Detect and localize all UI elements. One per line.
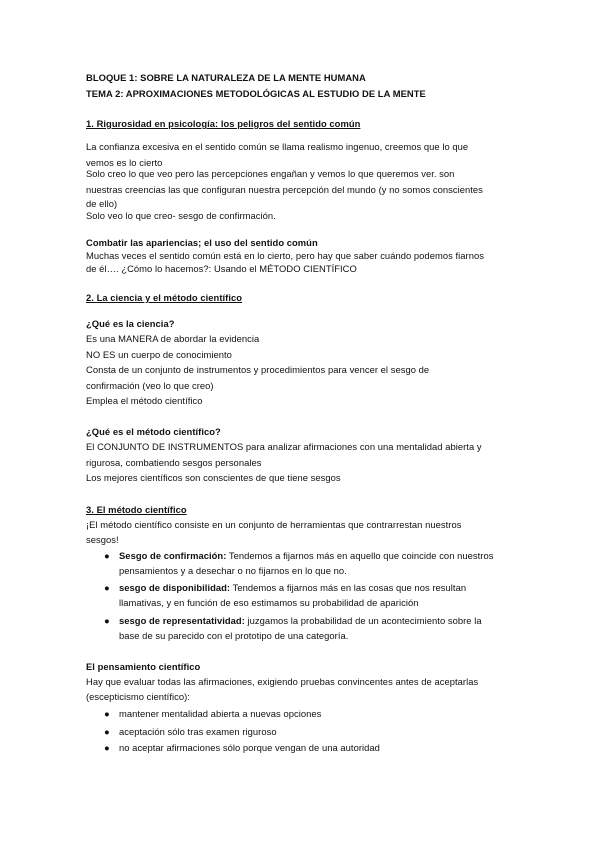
- doc-topic-title: TEMA 2: APROXIMACIONES METODOLÓGICAS AL ESTUDIO DE LA MENTE: [86, 88, 426, 99]
- bias-term: Sesgo de confirmación:: [119, 550, 227, 561]
- section-2-heading: 2. La ciencia y el método científico: [86, 292, 243, 303]
- paragraph-line: Es una MANERA de abordar la evidencia: [86, 333, 260, 344]
- bullet-icon: ●: [104, 742, 110, 753]
- paragraph-line: confirmación (veo lo que creo): [86, 380, 214, 391]
- bullet-icon: ●: [104, 550, 110, 561]
- bias-text: Tendemos a fijarnos más en aquello que coincide con nuestros: [226, 550, 494, 561]
- bias-bullet-item: [119, 580, 466, 596]
- paragraph-line: (escepticismo científico):: [86, 691, 190, 702]
- paragraph-line: nuestras creencias las que configuran nuestra percepción del mundo (y no somos conscientes: [86, 184, 483, 195]
- paragraph-line: NO ES un cuerpo de conocimiento: [86, 349, 232, 360]
- paragraph-line: vemos es lo cierto: [86, 157, 163, 168]
- bias-text-continued: base de su parecido con el prototipo de una categoría.: [119, 630, 349, 641]
- bias-bullet-item: [119, 548, 493, 564]
- paragraph-line: de ello): [86, 198, 118, 209]
- section-1-subheading: Combatir las apariencias; el uso del sentido común: [86, 237, 318, 248]
- bias-text-continued: llamativas, y en función de eso estimamos su probabilidad de aparición: [119, 597, 419, 608]
- paragraph-line: La confianza excesiva en el sentido común se llama realismo ingenuo, creemos que lo que: [86, 141, 469, 152]
- paragraph-line: El CONJUNTO DE INSTRUMENTOS para analizar afirmaciones con una mentalidad abierta y: [86, 441, 482, 452]
- list-item: aceptación sólo tras examen riguroso: [119, 726, 277, 737]
- bias-text: juzgamos la probabilidad de un acontecimiento sobre la: [244, 615, 482, 626]
- doc-block-title: BLOQUE 1: SOBRE LA NATURALEZA DE LA MENTE HUMANA: [86, 72, 366, 83]
- section-3-subheading: El pensamiento científico: [86, 661, 201, 672]
- paragraph-line: de él…. ¿Cómo lo hacemos?: Usando el MÉTODO CIENTÍFICO: [86, 263, 357, 274]
- question-heading: ¿Qué es la ciencia?: [86, 318, 175, 329]
- bullet-icon: ●: [104, 726, 110, 737]
- bias-text-continued: pensamientos y a desechar o no fijarnos en lo que no.: [119, 565, 347, 576]
- paragraph-line: Solo veo lo que creo- sesgo de confirmación.: [86, 210, 276, 221]
- bullet-icon: ●: [104, 708, 110, 719]
- bias-text: Tendemos a fijarnos más en las cosas que nos resultan: [230, 582, 467, 593]
- section-3-heading: 3. El método científico: [86, 504, 187, 515]
- bullet-icon: ●: [104, 582, 110, 593]
- list-item: mantener mentalidad abierta a nuevas opciones: [119, 708, 322, 719]
- bias-bullet-item: [119, 613, 482, 629]
- bias-term: sesgo de representatividad:: [119, 615, 245, 626]
- bullet-icon: ●: [104, 615, 110, 626]
- section-1-heading: 1. Rigurosidad en psicología: los peligros del sentido común: [86, 118, 361, 129]
- paragraph-line: ¡El método científico consiste en un conjunto de herramientas que contrarrestan nuestros: [86, 519, 462, 530]
- paragraph-line: Emplea el método científico: [86, 395, 203, 406]
- paragraph-line: sesgos!: [86, 534, 119, 545]
- paragraph-line: rigurosa, combatiendo sesgos personales: [86, 457, 262, 468]
- paragraph-line: Muchas veces el sentido común está en lo cierto, pero hay que saber cuándo podemos fiarnos: [86, 250, 484, 261]
- paragraph-line: Hay que evaluar todas las afirmaciones, exigiendo pruebas convincentes antes de aceptarlas: [86, 676, 479, 687]
- bias-term: sesgo de disponibilidad:: [119, 582, 231, 593]
- paragraph-line: Consta de un conjunto de instrumentos y procedimientos para vencer el sesgo de: [86, 364, 430, 375]
- paragraph-line: Solo creo lo que veo pero las percepciones engañan y vemos lo que queremos ver. son: [86, 168, 455, 179]
- paragraph-line: Los mejores científicos son conscientes de que tiene sesgos: [86, 472, 341, 483]
- question-heading: ¿Qué es el método científico?: [86, 426, 221, 437]
- list-item: no aceptar afirmaciones sólo porque vengan de una autoridad: [119, 742, 380, 753]
